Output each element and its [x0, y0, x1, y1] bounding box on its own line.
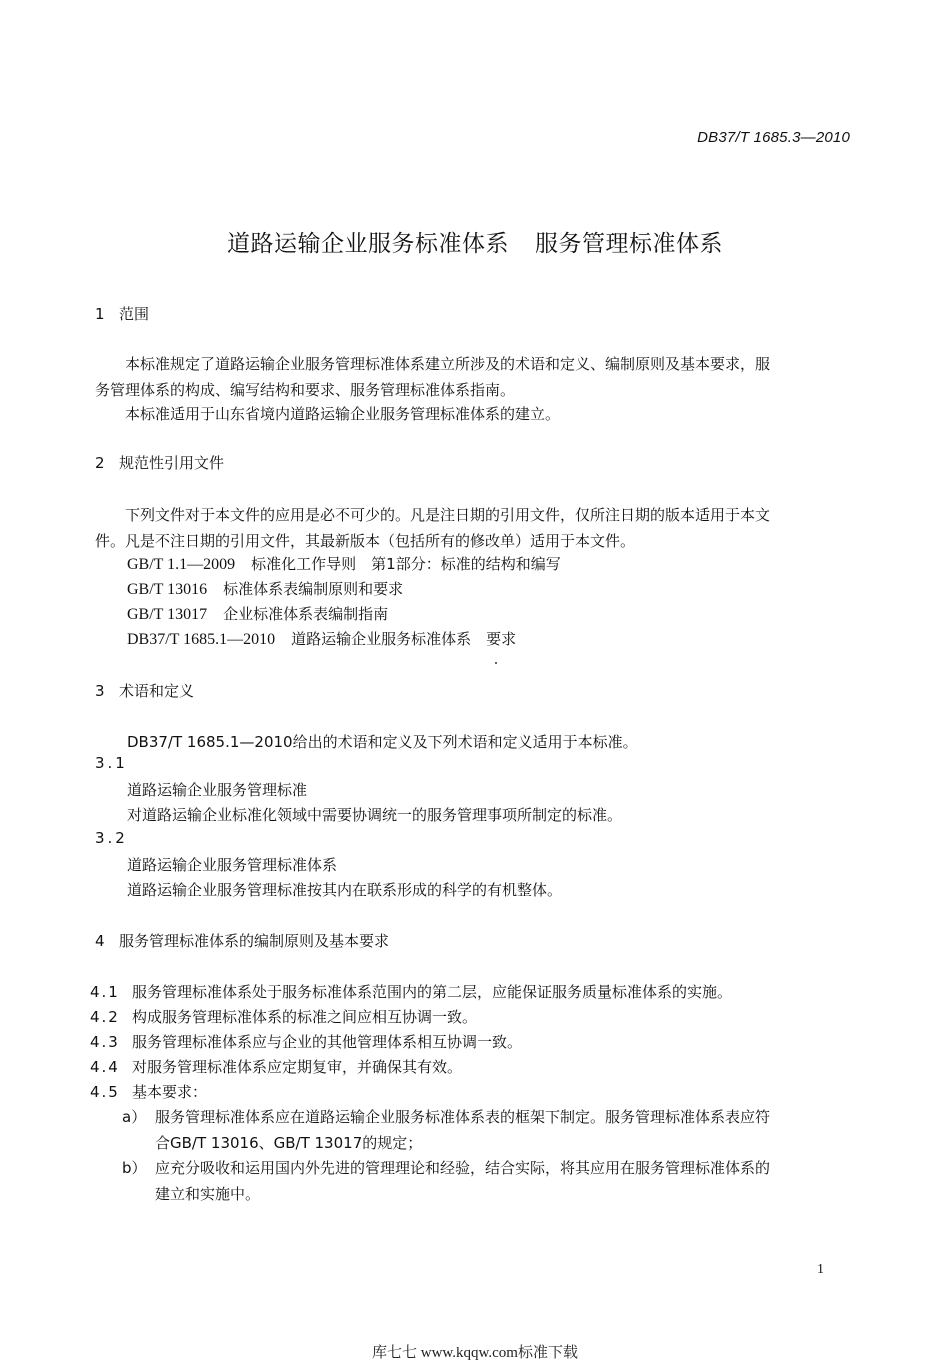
list-text-line: 应充分吸收和运用国内外先进的管理理论和经验，结合实际，将其应用在服务管理标准体系的	[155, 1159, 771, 1177]
reference-title: 道路运输企业服务标准体系 要求	[291, 630, 517, 648]
clause-text: 服务管理标准体系应与企业的其他管理体系相互协调一致。	[132, 1033, 523, 1051]
reference-item	[127, 628, 516, 649]
section-title: 范围	[119, 305, 150, 323]
document-number: DB37/T 1685.3—2010	[697, 129, 850, 146]
section-title: 服务管理标准体系的编制原则及基本要求	[119, 932, 390, 950]
reference-item	[127, 553, 561, 574]
clause-text: 基本要求：	[132, 1083, 208, 1101]
section-number: 2	[95, 454, 105, 472]
clause-number: 4.3	[90, 1033, 120, 1051]
page-title	[0, 225, 950, 258]
reference-code: GB/T 13016	[127, 581, 208, 598]
footer-watermark: 库七七 www.kqqw.com标准下载	[372, 1345, 578, 1361]
clause-number: 4.5	[90, 1083, 120, 1101]
list-marker: a）	[122, 1108, 147, 1126]
section-number: 3	[95, 682, 105, 700]
title-part-1: 道路运输企业服务标准体系	[227, 231, 509, 257]
section-1-paragraph-2: 本标准适用于山东省境内道路运输企业服务管理标准体系的建立。	[125, 405, 561, 423]
section-title: 规范性引用文件	[119, 454, 225, 472]
list-text-line: 合GB/T 13016、GB/T 13017的规定；	[155, 1134, 423, 1152]
term-number: 3.1	[95, 754, 128, 772]
list-text-line: 服务管理标准体系应在道路运输企业服务标准体系表的框架下制定。服务管理标准体系表应符	[155, 1108, 771, 1126]
section-2-heading	[95, 452, 224, 473]
clause-item	[90, 1031, 522, 1052]
clause-item	[90, 1056, 462, 1077]
clause-number: 4.4	[90, 1058, 120, 1076]
reference-code: GB/T 13017	[127, 606, 208, 623]
section-1-heading	[95, 303, 149, 324]
clause-item	[90, 981, 732, 1002]
title-part-2: 服务管理标准体系	[535, 231, 723, 257]
section-4-heading	[95, 930, 389, 951]
term-definition: 对道路运输企业标准化领域中需要协调统一的服务管理事项所制定的标准。	[127, 806, 623, 824]
paragraph-line: 件。凡是不注日期的引用文件，其最新版本（包括所有的修改单）适用于本文件。	[95, 532, 636, 550]
requirement-item-b	[122, 1155, 862, 1207]
clause-item	[90, 1006, 477, 1027]
term-number: 3.2	[95, 829, 128, 847]
reference-code: DB37/T 1685.1—2010	[127, 631, 276, 648]
section-number: 1	[95, 305, 105, 323]
clause-text: 服务管理标准体系处于服务标准体系范围内的第二层，应能保证服务质量标准体系的实施。	[132, 983, 733, 1001]
term-name: 道路运输企业服务管理标准	[127, 781, 308, 799]
page-number: 1	[817, 1262, 824, 1277]
list-text-line: 建立和实施中。	[155, 1185, 261, 1203]
clause-number: 4.1	[90, 983, 120, 1001]
section-3-intro: DB37/T 1685.1—2010给出的术语和定义及下列术语和定义适用于本标准。	[127, 733, 638, 751]
clause-item	[90, 1081, 207, 1102]
list-marker: b）	[122, 1159, 147, 1177]
requirement-item-a	[122, 1104, 862, 1156]
paragraph-line: 务管理体系的构成、编写结构和要求、服务管理标准体系指南。	[95, 381, 516, 399]
speck	[495, 662, 497, 664]
reference-code: GB/T 1.1—2009	[127, 556, 236, 573]
term-definition: 道路运输企业服务管理标准按其内在联系形成的科学的有机整体。	[127, 881, 563, 899]
reference-title: 标准体系表编制原则和要求	[223, 580, 404, 598]
clause-number: 4.2	[90, 1008, 120, 1026]
section-1-paragraph-1	[95, 351, 853, 403]
term-name: 道路运输企业服务管理标准体系	[127, 856, 338, 874]
section-2-paragraph-1	[95, 502, 853, 554]
paragraph-line: 下列文件对于本文件的应用是必不可少的。凡是注日期的引用文件，仅所注日期的版本适用于本文	[125, 506, 771, 524]
reference-item	[127, 578, 403, 599]
section-title: 术语和定义	[119, 682, 195, 700]
reference-title: 标准化工作导则 第1部分：标准的结构和编写	[251, 555, 561, 573]
clause-text: 构成服务管理标准体系的标准之间应相互协调一致。	[132, 1008, 478, 1026]
section-number: 4	[95, 932, 105, 950]
reference-title: 企业标准体系表编制指南	[223, 605, 389, 623]
section-3-heading	[95, 680, 194, 701]
reference-item	[127, 603, 388, 624]
paragraph-line: 本标准规定了道路运输企业服务管理标准体系建立所涉及的术语和定义、编制原则及基本要求，服	[125, 355, 771, 373]
clause-text: 对服务管理标准体系应定期复审，并确保其有效。	[132, 1058, 463, 1076]
